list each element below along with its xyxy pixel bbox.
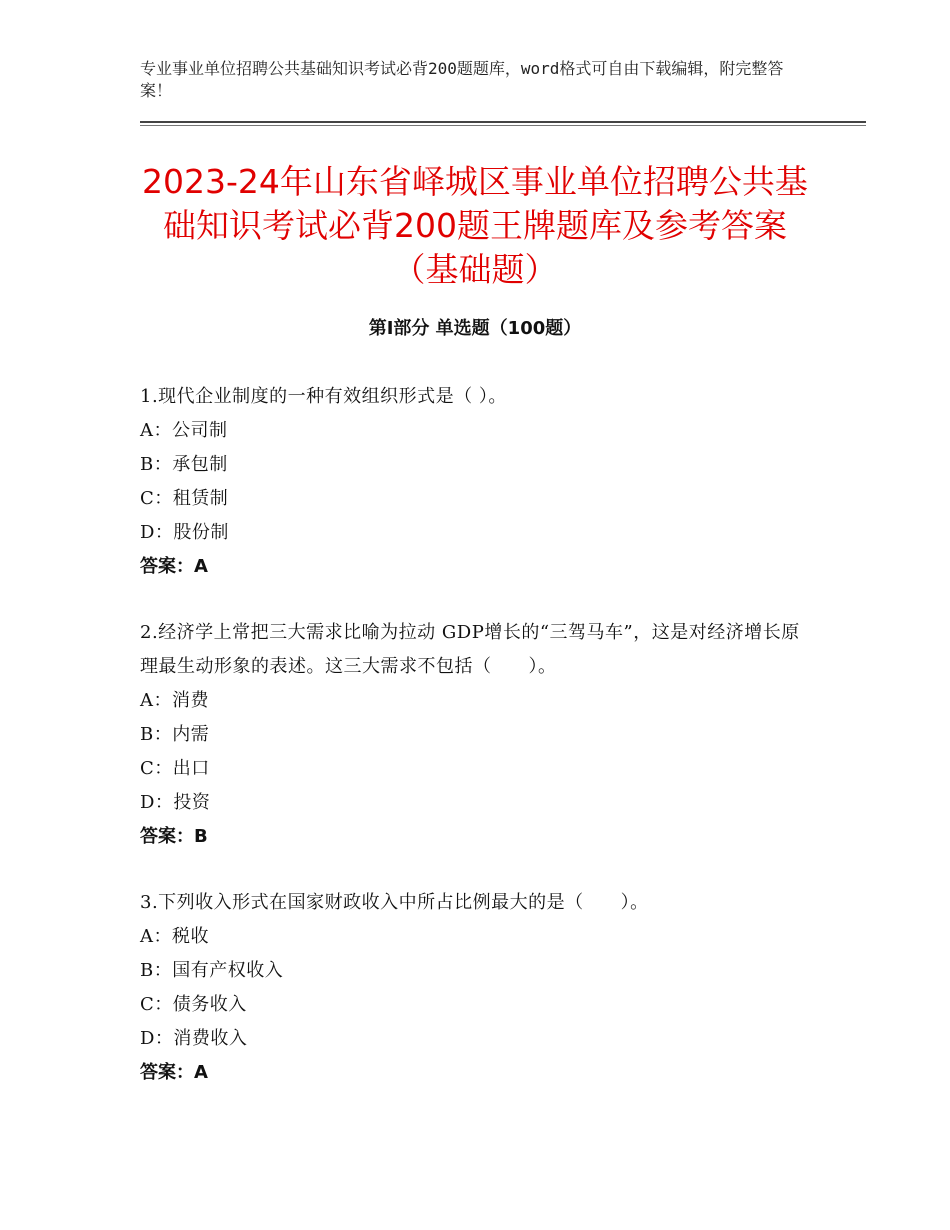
header-rule-thick bbox=[140, 121, 866, 123]
question-3 bbox=[140, 886, 810, 1090]
question-stem: 1.现代企业制度的一种有效组织形式是（ ）。 bbox=[140, 386, 507, 407]
question-1 bbox=[140, 380, 810, 584]
option-b: B：内需 bbox=[140, 724, 210, 745]
answer: 答案：A bbox=[140, 1062, 208, 1083]
header-rule-thin bbox=[140, 125, 866, 126]
question-stem: 2.经济学上常把三大需求比喻为拉动 GDP增长的“三驾马车”，这是对经济增长原理最生动形象的表述。这三大需求不包括（ ）。 bbox=[140, 622, 800, 677]
option-b: B：承包制 bbox=[140, 454, 228, 475]
option-d: D：投资 bbox=[140, 792, 211, 813]
answer: 答案：A bbox=[140, 556, 208, 577]
document-title: 2023-24年山东省峄城区事业单位招聘公共基础知识考试必背200题王牌题库及参考答案（基础题） bbox=[142, 162, 808, 289]
option-d: D：股份制 bbox=[140, 522, 229, 543]
question-list bbox=[140, 380, 810, 1122]
option-c: C：租赁制 bbox=[140, 488, 229, 509]
option-a: A：公司制 bbox=[140, 420, 228, 441]
answer: 答案：B bbox=[140, 826, 208, 847]
option-a: A：消费 bbox=[140, 690, 209, 711]
option-b: B：国有产权收入 bbox=[140, 960, 284, 981]
option-c: C：出口 bbox=[140, 758, 210, 779]
question-stem: 3.下列收入形式在国家财政收入中所占比例最大的是（ ）。 bbox=[140, 892, 649, 913]
option-c: C：债务收入 bbox=[140, 994, 247, 1015]
question-2 bbox=[140, 616, 810, 854]
option-a: A：税收 bbox=[140, 926, 209, 947]
option-d: D：消费收入 bbox=[140, 1028, 248, 1049]
header-note: 专业事业单位招聘公共基础知识考试必背200题题库，word格式可自由下载编辑，附完整答案！ bbox=[140, 59, 784, 100]
section-title: 第Ⅰ部分 单选题（100题） bbox=[368, 318, 582, 339]
